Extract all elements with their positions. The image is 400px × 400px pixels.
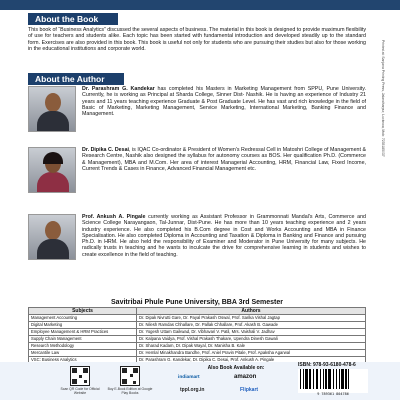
top-color-band xyxy=(0,0,400,10)
syllabus-table xyxy=(28,307,366,364)
subject-cell: Mercantile Law xyxy=(29,350,137,357)
flipkart-logo[interactable]: Flipkart xyxy=(240,387,259,393)
table-row xyxy=(29,315,366,322)
table-row xyxy=(29,336,366,343)
table-row xyxy=(29,329,366,336)
qr-code-ebook-icon[interactable] xyxy=(120,366,140,386)
subject-cell: Management Accounting xyxy=(29,315,137,322)
indiamart-logo[interactable]: indiamart xyxy=(178,375,200,380)
author-bio xyxy=(82,214,366,258)
subject-cell: Employee Management & HRM Practices xyxy=(29,329,137,336)
author-name: Dr. Dipika C. Desai xyxy=(82,147,129,153)
tppl-logo[interactable]: tppl.org.in xyxy=(180,387,205,393)
author-photo xyxy=(28,86,76,132)
qr-ebook-caption: Buy E-Book Edition at Google Play Books xyxy=(107,387,153,395)
column-header-authors: Authors xyxy=(137,308,366,315)
subject-cell: VSC: Business Analytics xyxy=(29,357,137,364)
table-row xyxy=(29,322,366,329)
author-photo xyxy=(28,214,76,260)
author-bio-text: currently working as Assistant Professor in Grammonnati Mandal's Arts, Commerce and Science College Narayangaon, Tal-Junnar, Dist-Pune. He has more than 10 years teaching experience and 2 years industry experience. He also completed his B.Com degree in Cost and Works Accounting and MBA in Finance Specialisation. He also completed Diploma in Accounting and Taxation & Diploma in Banking and Finance and pursuing Ph.D. in HRM. He also held the responsibility of Examiner and Moderator in Pune University for many subjects. He radically trusts in teaching and he wants to inculcate the drive for comprehensive learning in students and wishes to create excellence in the field of teaching. xyxy=(82,214,366,258)
author-name: Prof. Ankush A. Pingale xyxy=(82,214,146,220)
printer-info: Printed at: Sanjana Printing Press, Jalandharpur, Lucknow, Mob: 7235185037 xyxy=(381,40,385,157)
table-header-row xyxy=(29,308,366,315)
author-photo xyxy=(28,147,76,193)
authors-cell: Dr. Parashram G. Kandekar, Dr. Dipika C. Desai, Prof. Ankush A. Pingale xyxy=(137,357,366,364)
amazon-logo[interactable]: amazon xyxy=(234,374,257,380)
syllabus-title: Savitribai Phule Pune University, BBA 3rd Semester xyxy=(111,299,283,306)
author-name: Dr. Parashram G. Kandekar xyxy=(82,86,155,92)
authors-cell: Dr. Kalpana Vaidya, Prof. Vishal Prakash Thakare, Upendra Dinesh Gawali xyxy=(137,336,366,343)
authors-cell: Dr. Nilesh Ramdas Chhallare, Dr. Pallak Chhallare, Prof. Akash B. Gawade xyxy=(137,322,366,329)
about-author-heading: About the Author xyxy=(28,73,124,85)
author-block-pingale xyxy=(28,214,366,296)
author-bio xyxy=(82,86,366,117)
subject-cell: Supply Chain Management xyxy=(29,336,137,343)
author-bio xyxy=(82,147,366,172)
author-bio-text: has completed his Masters in Marketing Management from SPPU, Pune University. Currently, he is working as Principal at Sharda College, Sinner Dist- Nashik. He is having an experience of Industry 21 years and 11 years teaching experience Graduate & Post Graduate Level. He has vast and rich knowledge in the field of Basic of Marketing, Marketing Management, Service Marketing, International Marketing, Banking Finance and Management. xyxy=(82,86,366,118)
author-block-desai xyxy=(28,147,366,211)
table-row xyxy=(29,350,366,357)
about-book-heading: About the Book xyxy=(28,13,118,25)
barcode-icon xyxy=(298,369,368,393)
available-on-label: Also Book Available on: xyxy=(207,365,265,371)
qr-website-caption: Scan QR Code for Official Website xyxy=(60,387,100,395)
author-bio-text: , is IQAC Co-ordinator & President of Women's Redressal Cell in Matoshri College of Management & Research Centre, Nashik also designed the syllabus for autonomy courses as BOS. Her qualification Ph.D. (Commerce & Management), MBA and M.Com. Her area of interest Managerial Accounting, HRM, Financial Law, Fixed Income, Current Trends & Cases in Finance, Advanced Financial Management etc. xyxy=(82,147,366,172)
authors-cell: Dr. Hemlal Minakhandra Bandhe, Prof. Aniel Pravin Pitale, Prof. Apaksha Agarwal xyxy=(137,350,366,357)
authors-cell: Dr. Dipak Nivrutti Gare, Dr. Payal Prakash Oswal, Prof. Sarika Vishal Jagtap xyxy=(137,315,366,322)
subject-cell: Research Methodology xyxy=(29,343,137,350)
about-book-text: This book of “Business Analytics” discussed the several aspects of business. The material in this book is designed to provide maximum flexibility of use for teachers and students alike. Each topic has been started with fundamental introduction and developed steadily up to the standard form. Exercises are also provided in this book. This book is useful not only for students who are pursuing their studies but also for those working in the educational institutions and corporate world. xyxy=(28,27,366,52)
isbn-label: ISBN: 978-93-6180-478-6 xyxy=(298,362,356,368)
author-block-kandekar xyxy=(28,86,366,144)
qr-code-website-icon[interactable] xyxy=(70,366,90,386)
subject-cell: Digital Marketing xyxy=(29,322,137,329)
column-header-subjects: Subjects xyxy=(29,308,137,315)
authors-cell: Dr. Sharad Kadam, Dr. Dipak Wayal, Dr. Manisha B. Kale xyxy=(137,343,366,350)
authors-cell: Dr. Yogesh Uttam Gaikwad, Dr. Vibhavari V. Patil, Mrs. Vaishali V. Jadhav xyxy=(137,329,366,336)
barcode-digits: 9 789361 804786 xyxy=(317,392,349,396)
table-row xyxy=(29,343,366,350)
